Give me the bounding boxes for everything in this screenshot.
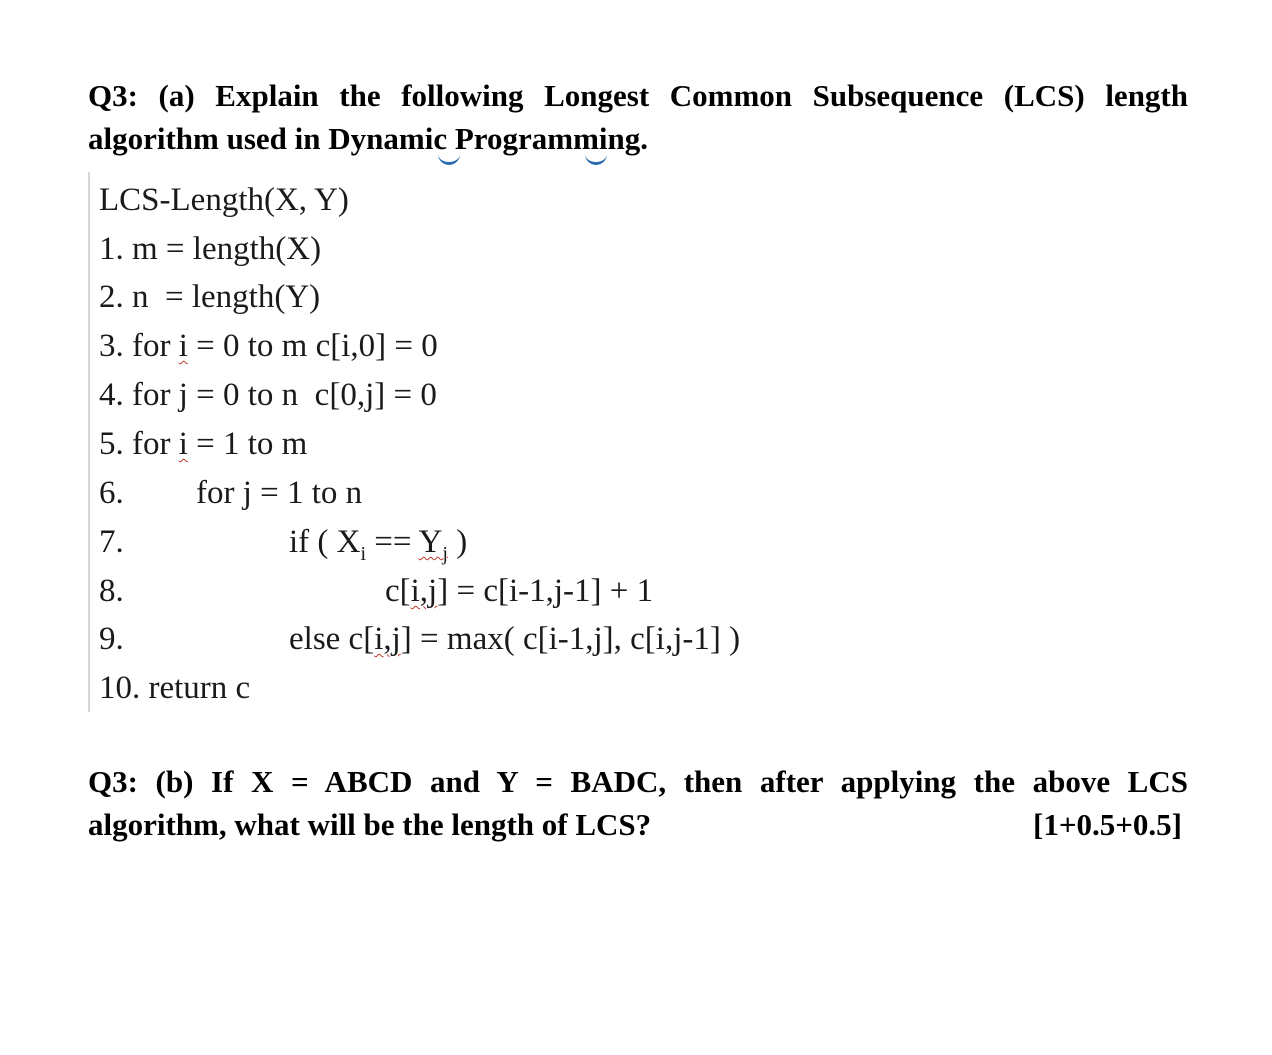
line-code: return c (148, 670, 251, 706)
algorithm-line-1 (99, 229, 321, 269)
algorithm-line-5 (99, 424, 307, 464)
question-b (88, 760, 1188, 846)
line-number: 7. (99, 524, 124, 560)
algorithm-line-6 (99, 473, 363, 513)
algorithm-line-8 (99, 571, 654, 611)
line-code: for j = 1 to n (196, 475, 363, 511)
line-number: 6. (99, 475, 124, 511)
decorative-arc (585, 150, 607, 165)
line-number: 8. (99, 573, 124, 609)
line-code: n = length(Y) (132, 279, 321, 315)
line-number: 5. (99, 426, 124, 462)
line-code: if ( $X_i == Y_j$ ) (289, 524, 468, 565)
algorithm-line-9 (99, 619, 741, 659)
line-number: 4. (99, 377, 124, 413)
line-code: else c[i,j] = max( c[i-1,j], c[i,j-1] ) (289, 621, 741, 657)
algorithm-line-7 (99, 522, 468, 565)
question-b-line-2 (88, 803, 1188, 846)
line-number: 3. (99, 328, 124, 364)
line-code: for i = 1 to m (132, 426, 308, 462)
algorithm-line-4 (99, 375, 437, 415)
line-number: 1. (99, 231, 124, 267)
algorithm-block (88, 172, 810, 712)
question-b-text: algorithm, what will be the length of LCS? (88, 807, 652, 842)
decorative-arc (438, 150, 460, 165)
algorithm-line-3 (99, 326, 438, 366)
algorithm-line-10 (99, 668, 250, 708)
line-number: 2. (99, 279, 124, 315)
line-code: for j = 0 to n c[0,j] = 0 (132, 377, 437, 413)
algorithm-title: LCS-Length(X, Y) (99, 182, 349, 218)
algorithm-line-2 (99, 277, 320, 317)
line-number: 9. (99, 621, 124, 657)
line-code: for i = 0 to m c[i,0] = 0 (132, 328, 438, 364)
question-b-line-1: Q3: (b) If X = ABCD and Y = BADC, then after applying the above LCS (88, 764, 1188, 799)
marks-label: [1+0.5+0.5] (1033, 807, 1182, 842)
line-code: m = length(X) (132, 231, 322, 267)
line-code: c[i,j] = c[i-1,j-1] + 1 (385, 573, 654, 609)
line-number: 10. (99, 670, 141, 706)
question-a-text: Q3: (a) Explain the following Longest Common Subsequence (LCS) length algorithm used in Dynamic Programming. (88, 78, 1188, 156)
